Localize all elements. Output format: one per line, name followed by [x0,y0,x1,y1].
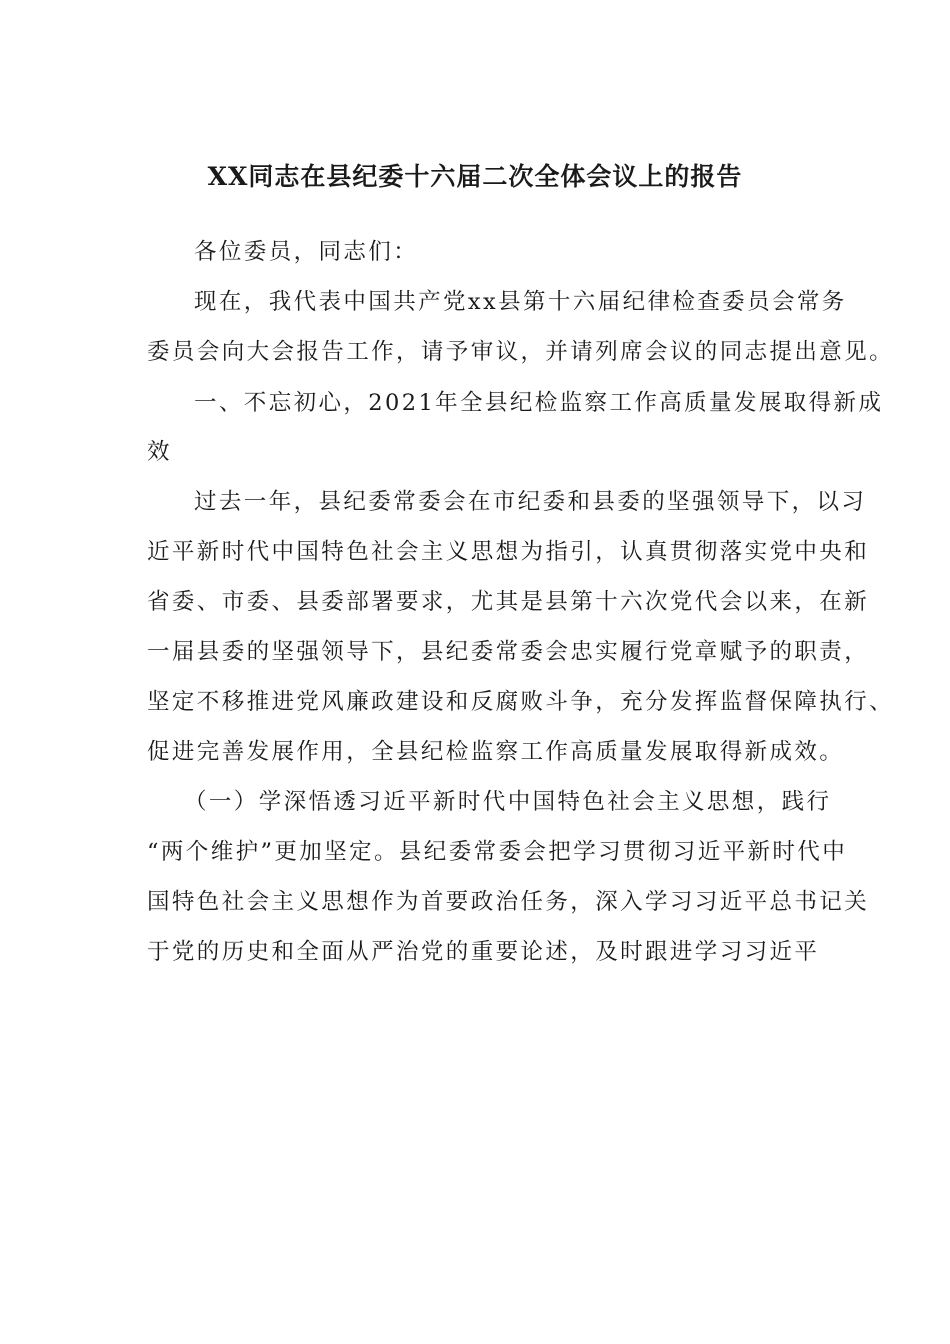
paragraph-line: 现在，我代表中国共产党xx县第十六届纪律检查委员会常务 [194,289,847,315]
section-heading-line: 一、不忘初心，2021年全县纪检监察工作高质量发展取得新成 [194,390,884,416]
paragraph-line: 一届县委的坚强领导下，县纪委常委会忠实履行党章赋予的职责， [147,639,870,665]
subsection-line: （一）学深悟透习近平新时代中国特色社会主义思想，践行 [184,789,832,815]
document-title: XX同志在县纪委十六届二次全体会议上的报告 [207,162,743,191]
paragraph-line: 委员会向大会报告工作，请予审议，并请列席会议的同志提出意见。 [147,339,895,365]
paragraph-line: 过去一年，县纪委常委会在市纪委和县委的坚强领导下，以习 [194,489,867,515]
paragraph-line: 促进完善发展作用，全县纪检监察工作高质量发展取得新成效。 [147,739,845,765]
paragraph-line: “两个维护”更加坚定。县纪委常委会把学习贯彻习近平新时代中 [147,839,848,865]
paragraph-line: 近平新时代中国特色社会主义思想为指引，认真贯彻落实党中央和 [147,539,870,565]
paragraph-line: 国特色社会主义思想作为首要政治任务，深入学习习近平总书记关 [147,889,870,915]
paragraph-line: 坚定不移推进党风廉政建设和反腐败斗争，充分发挥监督保障执行、 [147,689,895,715]
paragraph-line: 省委、市委、县委部署要求，尤其是县第十六次党代会以来，在新 [147,589,870,615]
salutation-line: 各位委员，同志们： [194,239,419,265]
section-heading-line: 效 [147,439,172,465]
paragraph-line: 于党的历史和全面从严治党的重要论述，及时跟进学习习近平 [147,939,820,965]
